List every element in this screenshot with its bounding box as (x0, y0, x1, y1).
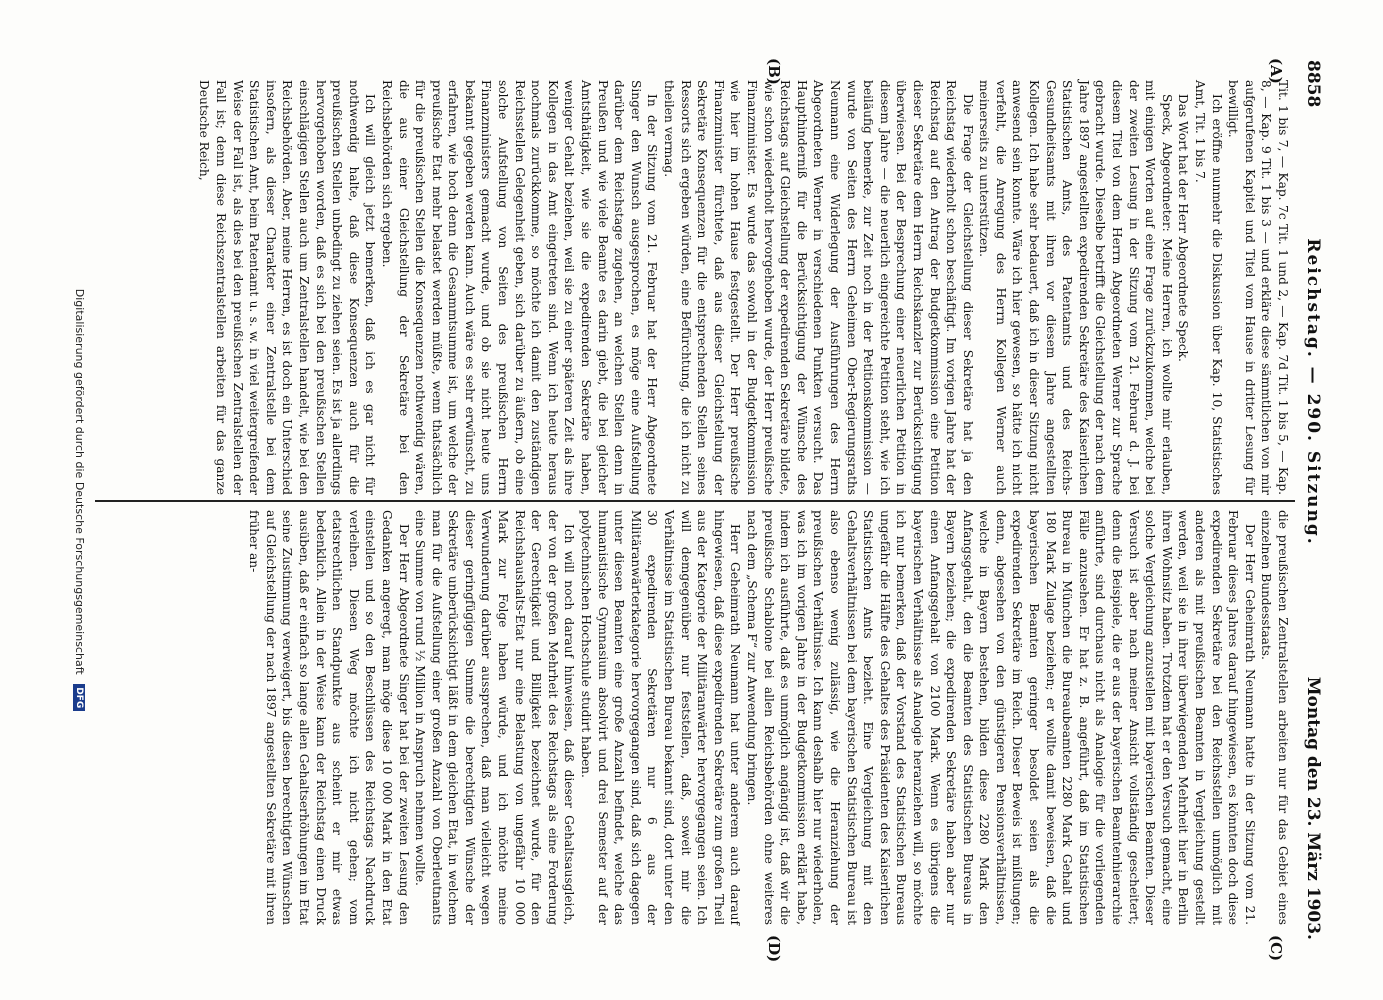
page-header (1297, 60, 1323, 940)
column-divider (95, 500, 1295, 502)
paragraph: Das Wort hat der Herr Abgeordnete Speck. (1176, 94, 1191, 362)
paragraph: Ich will gleich jetzt bemerken, daß ich es gar nicht für nothwendig halte, daß diese Konsequenzen auch für die preußischen Stellen unbedingt zu ziehen seien. Es ist ja allerdings hervorgehoben worden, daß es sich bei den preußischen Stellen einschlägigen Stellen auch um Zentralstellen handelt, wie bei den Reichsbehörden. Aber, meine Herren, es ist doch ein Unterschied insofern, als dieser Charakter einer Zentralstelle bei dem Statistischen Amt, beim Patentamt u. s. w. in viel weitergreifender Weise der Fall ist, als dies bei den preußischen Zentralstellen der Fall ist; denn diese Reichszentralstellen arbeiten für das ganze Deutsche Reich, (197, 80, 378, 495)
paragraph: Herr Geheimrath Neumann hat unter anderem auch darauf hingewiesen, daß diese expedirenden Sekretäre zum großen Theil aus der Kategorie der Militäranwärter hervorgegangen seien. Ich will demgegenüber nur feststellen, daß, soweit mir die Verhältnisse im Statistischen Bureau bekannt sind, dort unter den 30 expedirenden Sekretären nur 6 aus der Militäranwärterkategorie hervorgegangen sind, daß sich dagegen unter diesen Beamten eine große Anzahl befindet, welche das humanistische Gymnasium absolvirt und drei Semester auf der polytechnischen Hochschule studirt haben. (579, 510, 743, 925)
dfg-logo: DFG (73, 684, 85, 711)
digitization-note (66, 0, 86, 1000)
paragraph: In der Sitzung vom 21. Februar hat der Herr Abgeordnete Singer den Wunsch ausgesprochen, es möge eine Aufstellung darüber dem Reichstage zugehen, an welchen Stellen denn in Preußen und wie viele Beamte es darin giebt, die bei gleicher Amtsthätigkeit, wie sie die expedirenden Sekretäre haben, weniger Gehalt beziehen, weil sie zu einer späteren Zeit als ihre Kollegen in das Amt eingetreten sind. Wenn ich heute heraus nochmals zurückkomme, so möchte ich damit den zuständigen Reichsstellen Gelegenheit geben, sich darüber zu äußern, ob eine solche Aufstellung von Seiten des preußischen Herrn Finanzministers gemacht wurde, und ob sie nicht heute uns bekannt gegeben werden kann. Auch wäre es sehr erwünscht, zu erfahren, wie hoch denn die Gesammtsumme ist, um welche der preußische Etat mehr belastet werden müßte, wenn thatsächlich für die preußischen Stellen die Konsequenzen nothwendig wären, die aus einer Gleichstellung der Sekretäre bei den Reichsbehörden sich ergeben. (379, 80, 660, 495)
paragraph: Ich will noch darauf hinweisen, daß dieser Gehaltsausgleich, der von der großen Mehrheit des Reichstags als eine Forderung der Gerechtigkeit und Billigkeit bezeichnet wurde, für den Reichshaushalts-Etat nur eine Belastung von ungefähr 10 000 Mark zur Folge haben würde, und ich möchte meine Verwunderung darüber aussprechen, daß man vielleicht wegen dieser geringfügigen Summe die berechtigten Wünsche der Sekretäre unberücksichtigt läßt in dem gleichen Etat, in welchem man für die Aufstellung einer großen Anzahl von Oberleutnants eine Summe von rund ½ Million in Anspruch nehmen wollte. (413, 510, 577, 925)
paragraph: Speck, Abgeordneter: Meine Herren, ich wollte mir erlauben, mit einigen Worten auf eine Frage zurückzukommen, welche bei der zweiten Lesung in der Sitzung vom 21. Februar d. J. bei diesem Titel von dem Herrn Abgeordneten Werner zur Sprache gebracht wurde. Dieselbe betrifft die Gleichstellung der nach dem Jahre 1897 angestellten expedirenden Sekretäre des Kaiserlichen Statistischen Amts, des Patentamts und des Reichs-Gesundheitsamts mit ihren vor diesem Jahre angestellten Kollegen. Ich habe sehr bedauert, daß ich in dieser Sitzung nicht anwesend sein konnte. Wäre ich hier gewesen, so hätte ich nicht verfehlt, die Anregung des Herrn Kollegen Werner auch meinerseits zu unterstützen. (977, 80, 1174, 495)
paragraph: Die Frage der Gleichstellung dieser Sekretäre hat ja den Reichstag wiederholt schon beschäftigt. Im vorigen Jahre hat der Reichstag auf den Antrag der Budgetkommission eine Petition dieser Sekretäre dem Herrn Reichskanzler zur Berücksichtigung überwiesen. Bei der Besprechung einer neuerlichen Petition in diesem Jahre — die neuerlich eingereichte Petition steht, wie ich beiläufig bemerke, zur Zeit noch in der Petitionskommission — wurde von Seiten des Herrn Geheimen Ober-Regierungsraths Neumann eine Widerlegung der Ausführungen des Herrn Abgeordneten Werner in verschiedenen Punkten versucht. Das Haupthinderniß für die Berücksichtigung der Wünsche des Reichstags auf Gleichstellung der expedirenden Sekretäre bildete, wie schon wiederholt hervorgehoben wurde, der Herr preußische Finanzminister. Es wurde das sowohl in der Budgetkommission wie hier im hohen Hause festgestellt. Der Herr preußische Finanzminister fürchtete, daß aus dieser Gleichstellung der Sekretäre Konsequenzen für die entsprechenden Stellen seines Ressorts sich ergeben würden, eine Befürchtung, die ich nicht zu theilen vermag. (662, 80, 975, 495)
paragraph: Der Herr Abgeordnete Singer hat bei der zweiten Lesung den Gedanken angeregt, man möge diese 10 000 Mark in den Etat einstellen und so den Beschlüssen des Reichstags Nachdruck verleihen. Diesen Weg möchte ich nicht gehen; vom etatsrechtlichen Standpunkte aus scheint er mir etwas bedenklich. Allein in der Weise kann der Reichstag einen Druck ausüben, daß er einfach so lange allen Gehaltserhöhungen im Etat seine Zustimmung verweigert, bis diesen berechtigten Wünschen auf Gleichstellung der nach 1897 angestellten Sekretäre mit ihren früher an- (247, 510, 411, 925)
paragraph: die preußischen Zentralstellen arbeiten nur für das Gebiet eines einzelnen Bundesstaats. (1259, 510, 1290, 925)
left-column (196, 80, 1291, 495)
margin-mark-c: (C) (1267, 935, 1285, 962)
session-date: Montag den 23. März 1903. (1303, 676, 1323, 940)
paragraph: Tit. 1 bis 7, — Kap. 7c Tit. 1 und 2, — Kap. 7d Tit. 1 bis 5, — Kap. 8, — Kap. 9 Tit. 1 bis 3 — und erkläre diese sämmtlichen von mir aufgerufenen Kapitel und Titel vom Hause in dritter Lesung für bewilligt. (1226, 80, 1290, 495)
page-number: 8858 (1303, 60, 1323, 108)
margin-mark-a: (A) (1267, 58, 1285, 84)
session-title: Reichstag. — 290. Sitzung. (1303, 238, 1323, 546)
paragraph: Der Herr Geheimrath Neumann hatte in der Sitzung vom 21. Februar dieses Jahres darauf hingewiesen, es könnten doch diese expedirenden Sekretäre bei den Reichsstellen unmöglich mit anderen als mit preußischen Beamten in Vergleichung gestellt werden, weil sie in ihrer überwiegenden Mehrheit hier in Berlin ihren Wohnsitz haben. Trotzdem hat er den Versuch gemacht, eine solche Vergleichung anzustellen mit bayerischen Beamten. Dieser Versuch ist aber nach meiner Ansicht vollständig gescheitert; denn die Beispiele, die er aus der bayerischen Beamtenhierarchie anführte, sind durchaus nicht als Analogie für die vorliegenden Fälle anzusehen. Er hat z. B. angeführt, daß im Statistischen Bureau in München die Bureaubeamten 2280 Mark Gehalt und 180 Mark Zulage beziehen; er wollte damit beweisen, daß die bayerischen Beamten geringer besoldet seien als die expedirenden Sekretäre im Reich. Dieser Beweis ist mißlungen; denn, abgesehen von den günstigeren Pensionsverhältnissen, welche in Bayern bestehen, bilden diese 2280 Mark den Anfangsgehalt, den die Beamten des Statistischen Bureaus in Bayern beziehen; die expedirenden Sekretäre haben aber nur einen Anfangsgehalt von 2100 Mark. Wenn es übrigens die bayerischen Verhältnisse als Analogie heranziehen will, so möchte ich nur bemerken, daß der Vorstand des Statistischen Bureaus ungefähr die Hälfte des Gehaltes des Präsidenten des Kaiserlichen Statistischen Amts bezieht. Eine Vergleichung mit den Gehaltsverhältnissen bei dem bayerischen Statistischen Bureau ist also ebenso wenig zulässig, wie die Heranziehung der preußischen Verhältnisse. Ich kann deshalb hier nur wiederholen, was ich im vorigen Jahre in der Budgetkommission erklärt habe, indem ich ausführte, daß es unmöglich angängig ist, daß wir die preußische Schablone bei allen Reichsbehörden ohne weiteres nach dem „Schema F“ zur Anwendung bringen. (745, 510, 1257, 925)
digitization-text: Digitalisierung gefördert durch die Deutsche Forschungsgemeinschaft (73, 288, 86, 675)
paragraph: Ich eröffne nunmehr die Diskussion über Kap. 10, Statistisches Amt, Tit. 1 bis 7. (1193, 80, 1224, 495)
right-column (246, 510, 1291, 925)
margin-mark-d: (D) (765, 935, 783, 963)
margin-mark-b: (B) (765, 58, 783, 85)
